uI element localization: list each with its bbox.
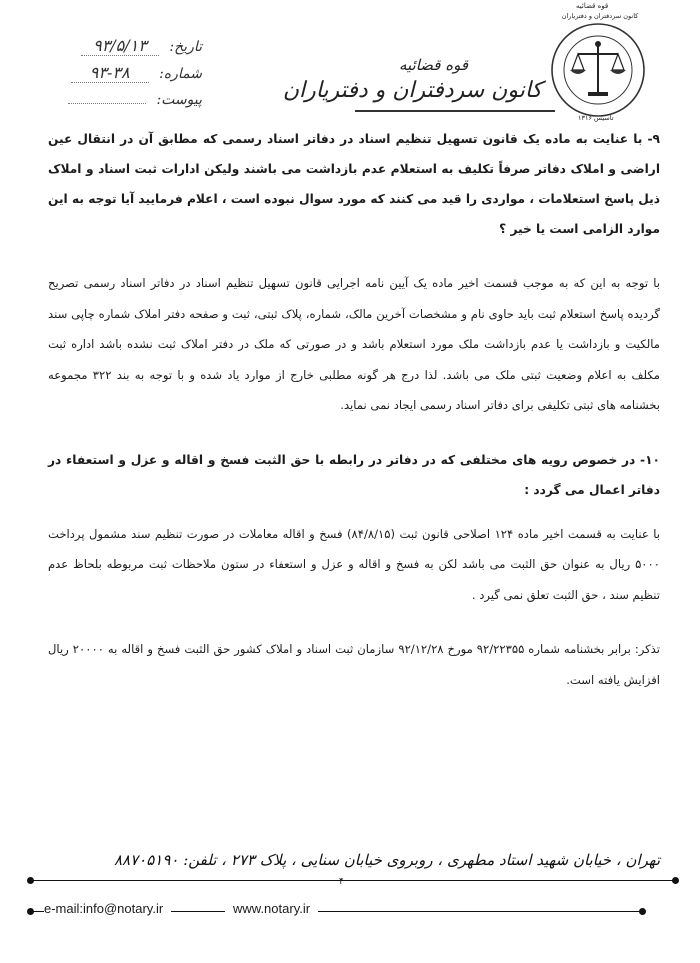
reminder-note: تذکر: برابر بخشنامه شماره ۹۲/۲۲۳۵۵ مورخ ۹۲/۱۲/۲۸ سازمان ثبت اسناد و املاک کشور حق الثبت فسخ و اقاله به ۲۰۰۰۰ ریال افزایش یافته است.	[48, 642, 660, 687]
logo-top-text: قوه قضائیه	[576, 2, 609, 10]
number-value: ۹۳-۳۸	[71, 63, 149, 83]
meta-attachment	[68, 92, 202, 108]
footer-website-link[interactable]: www.notary.ir	[225, 901, 318, 916]
meta-date	[81, 36, 202, 56]
org-name-underline	[355, 110, 555, 112]
date-label: تاریخ:	[169, 39, 202, 55]
footer-dot-right	[672, 877, 679, 884]
question-10: ۱۰- در خصوص رویه های مختلفی که در دفاتر در رابطه با حق الثبت فسخ و اقاله و عزل و استعفاء در دفاتر اعمال می گردد :	[48, 452, 660, 497]
footer-divider	[30, 880, 676, 881]
footer-contact-dot-left	[27, 908, 34, 915]
footer-dot-left	[27, 877, 34, 884]
footer-address: تهران ، خیابان شهید استاد مطهری ، روبروی خیابان سنایی ، پلاک ۲۷۳ ، تلفن: ۸۸۷۰۵۱۹۰	[113, 851, 660, 869]
org-name: کانون سردفتران و دفتریاران	[282, 78, 542, 103]
attachment-value	[68, 103, 146, 104]
letter-body	[48, 124, 660, 709]
scales-of-justice-icon	[548, 8, 648, 126]
page-number: ۴	[339, 877, 344, 887]
footer-contact-dot-right	[639, 908, 646, 915]
logo-ring-text: کانون سردفتران و دفتریاران	[561, 12, 639, 20]
logo-founded-text: تاسیس ۱۳۱۶	[578, 114, 614, 122]
date-value: ۹۳/۵/۱۳	[81, 36, 159, 56]
attachment-label: پیوست:	[156, 92, 202, 108]
question-9: ۹- با عنایت به ماده یک قانون تسهیل تنظیم اسناد در دفاتر اسناد رسمی که مطابق آن در انتقال عین اراضی و املاک دفاتر صرفاً تکلیف به استعلام عدم بازداشت می باشند ولیکن ادارات ثبت اسناد و املاک ذیل پاسخ استعلامات ، مواردی را قید می کنند که مورد سوال نبوده است ، اعلام فرمایید آیا توجه به این موارد الزامی است یا خیر ؟	[48, 132, 660, 236]
answer-9: با توجه به این که به موجب قسمت اخیر ماده یک آیین نامه اجرایی قانون تسهیل تنظیم اسناد در دفاتر اسناد رسمی تصریح گردیده پاسخ استعلام ثبت باید حاوی نام و مشخصات آخرین مالک، شماره، پلاک ثبتی، ثبت و صفحه دفتر املاک شماره چاپی سند مالکیت و بازداشت یا عدم بازداشت ملک مورد استعلام باشد و در صورتی که ملک در دفتر املاک ثبت نشده باشد اداره ثبت مکلف به اعلام وضعیت ثبتی ملک می باشد. لذا درج هر گونه مطلبی خارج از موارد یاد شده و با توجه به بند ۳۲۲ مجموعه بخشنامه های ثبتی تکلیفی برای دفاتر اسناد رسمی ایجاد نمی نماید.	[48, 276, 660, 412]
org-title: قوه قضائیه	[398, 56, 468, 74]
meta-number	[71, 63, 202, 83]
number-label: شماره:	[159, 66, 202, 82]
footer-email-link[interactable]: e-mail:info@notary.ir	[44, 901, 171, 916]
answer-10: با عنایت به قسمت اخیر ماده ۱۲۴ اصلاحی قانون ثبت (۸۴/۸/۱۵) فسخ و اقاله معاملات در صورت تنظیم سند مشمول پرداخت ۵۰۰۰ ریال به عنوان حق الثبت می باشد لکن به فسخ و اقاله و عزل و استعفاء در ستون ملاحظات ثبت مربوطه بلحاظ عدم تنظیم سند ، حق الثبت تعلق نمی گیرد .	[48, 526, 660, 602]
